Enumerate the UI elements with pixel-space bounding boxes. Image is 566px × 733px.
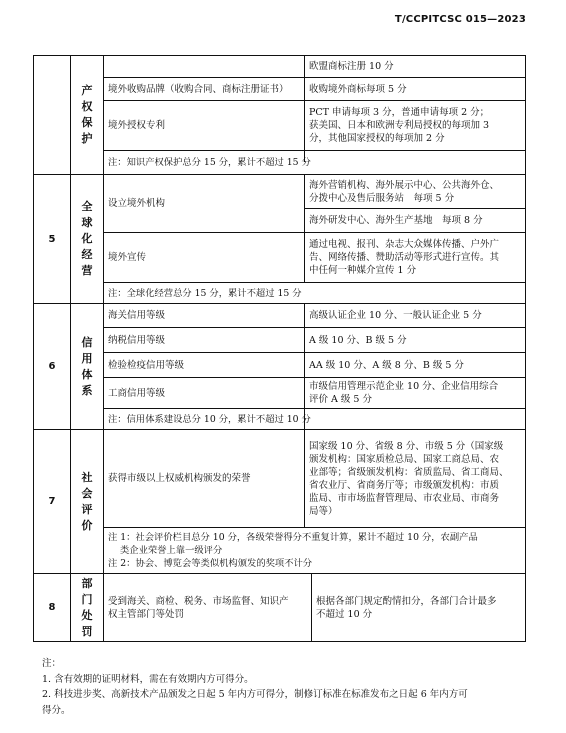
scoring-table [33, 55, 526, 642]
category-social-evaluation: 社 会 评 价 [81, 470, 93, 532]
item-cell: 境外授权专利 [108, 120, 166, 131]
item-cell: 纳税信用等级 [108, 334, 166, 346]
category-department-penalty: 部 门 处 罚 [81, 576, 93, 638]
category-credit-system: 信 用 体 系 [81, 335, 93, 397]
item-cell: 境外收购品牌（收购合同、商标注册证书） [108, 83, 289, 95]
score-cell: 海外营销机构、海外展示中心、公共海外仓、 分拨中心及售后服务站 每项 5 分 [309, 179, 500, 204]
score-cell: 国家级 10 分、省级 8 分、市级 5 分（国家级 颁发机构：国家质检总局、国家工商总局、农 业部等；省级颁发机构：省质监局、省工商局、 省农业厅、省商务厅等；市级颁发机构：市质 监局、市市场监督管理局、市农业局、市商务 局等） [309, 440, 509, 517]
score-cell: 根据各部门规定酌情扣分，各部门合计最多 不超过 10 分 [316, 595, 497, 620]
footnotes-title: 注： [42, 658, 62, 669]
footnote-item: 1. 含有效期的证明材料，需在有效期内方可得分。 [42, 673, 254, 685]
standard-code: T/CCPITCSC 015—2023 [394, 14, 526, 25]
section-note: 注 1：社会评价栏目总分 10 分，各级荣誉得分不重复计算，累计不超过 10 分，农副产品 类企业荣誉上靠一级评分 注 2：协会、博览会等类似机构颁发的奖项不计分 [108, 532, 478, 569]
section-note: 注：全球化经营总分 15 分，累计不超过 15 分 [108, 287, 302, 299]
item-cell: 获得市级以上权威机构颁发的荣誉 [108, 473, 251, 484]
item-cell: 海关信用等级 [108, 310, 166, 321]
item-cell: 受到海关、商检、税务、市场监督、知识产 权主管部门等处罚 [108, 595, 289, 620]
score-cell: 收购境外商标每项 5 分 [309, 83, 407, 95]
score-cell: A 级 10 分、B 级 5 分 [309, 334, 407, 346]
row-number: 5 [48, 233, 56, 245]
category-globalization: 全 球 化 经 营 [81, 200, 93, 277]
category-ip-protection: 产 权 保 护 [81, 84, 93, 145]
footnotes [42, 656, 532, 718]
score-cell: PCT 申请每项 3 分，普通申请每项 2 分； 获美国、日本和欧洲专利局授权的每项加 3 分，其他国家授权的每项加 2 分 [309, 107, 490, 144]
row-number: 6 [48, 361, 56, 372]
score-cell: AA 级 10 分、A 级 8 分、B 级 5 分 [309, 359, 464, 371]
row-number: 8 [48, 602, 56, 613]
score-cell: 市级信用管理示范企业 10 分、企业信用综合 评价 A 级 5 分 [309, 381, 499, 405]
item-cell: 检验检疫信用等级 [108, 359, 185, 371]
score-cell: 海外研发中心、海外生产基地 每项 8 分 [309, 215, 483, 226]
footnote-item: 得分。 [42, 704, 71, 716]
item-cell: 境外宣传 [108, 252, 147, 263]
section-note: 注：知识产权保护总分 15 分，累计不超过 15 分 [108, 157, 311, 168]
row-number: 7 [48, 496, 56, 507]
score-cell: 通过电视、报刊、杂志大众媒体传播、户外广 告、网络传播、赞助活动等形式进行宣传。其 中任何一种媒介宣传 1 分 [309, 239, 500, 276]
score-cell: 高级认证企业 10 分、一般认证企业 5 分 [309, 310, 482, 321]
section-note: 注：信用体系建设总分 10 分，累计不超过 10 分 [108, 413, 311, 425]
item-cell: 设立境外机构 [108, 198, 166, 209]
footnote-item: 2. 科技进步奖、高新技术产品颁发之日起 5 年内方可得分，制修订标准在标准发布之日起 6 年内方可 [42, 689, 468, 700]
score-cell: 欧盟商标注册 10 分 [309, 61, 394, 72]
item-cell: 工商信用等级 [108, 387, 166, 399]
